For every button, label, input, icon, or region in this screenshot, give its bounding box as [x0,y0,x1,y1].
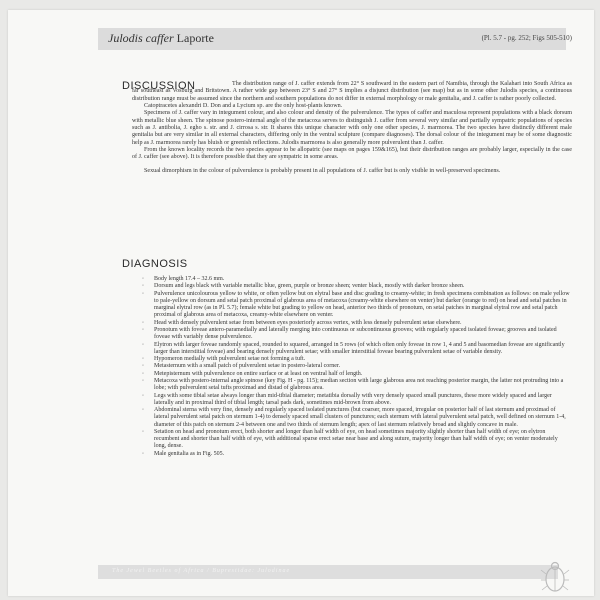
discussion-paragraph: The distribution range of J. caffer extends from 22° S southward in the eastern part of Namibia, through the Kalahari into South Africa as far southeast as Vosburg and Britstown. A rather wide gap between 23° S and 27° S implies a disjunct distribution (see map) but as in some other Julodis species, a continuous distribution range must be assumed since the northern and southern populations do not differ in external morphology or male genitalia, and J. caffer is rather poorly collected. [132,81,572,102]
diagnosis-item: ◦ Body length 17.4 – 32.6 mm. [140,276,570,283]
diagnosis-item: ◦ Dorsum and legs black with variable metallic blue, green, purple or bronze sheen; venter black, mostly with darker bronze sheen. [140,283,570,290]
discussion-paragraph: Specimens of J. caffer vary in integument colour, and also colour and density of the pulverulence. The types of caffer and maculosa represent populations with a black dorsum with metallic blue sheen. The spinose postero-internal angle of the metacoxa serves to distinguish J. caffer from several very similar and partially sympatric populations of species such as J. antibolia, J. egho s. str. and J. cirrosa s. str. It shares this unique character with only one other species, J. marmorea. The two species have distinctly different male genitalia but are very similar in all external characters, differing only in the ventral sculpture (compare diagnoses). The dorsal colour of the integument may be of some diagnostic help as J. marmorea rarely has bluish or greenish reflections. Julodis marmorea is also generally more pulverulent than J. caffer. [132,110,572,146]
discussion-body [132,81,572,175]
beetle-emblem-icon [540,560,570,599]
discussion-paragraph: Sexual dimorphism in the colour of pulverulence is probably present in all populations of J. caffer but is only visible in well-preserved specimens. [144,167,501,174]
species-author: Laporte [176,31,214,45]
diagnosis-item: ◦ Metacoxa with postero-internal angle spinose (key Fig. H - pg. 115); median section with large glabrous area not reaching posterior margin, the latter not protruding into a lobe; with pulverulent setal tufts proximad and distad of glabrous area. [140,378,570,393]
diagnosis-item: ◦ Pronotum with foveae antero-paramedially and laterally merging into continuous or subcontinuous grooves; with regularly spaced isolated foveae; grooves and isolated foveae with variably dense pulverulence. [140,327,570,342]
diagnosis-item: ◦ Abdominal sterna with very fine, densely and regularly spaced isolated punctures (but coarser, more spaced, irregular on posterior half of last sternum and proximad of lateral pulverulent setal patch on sternum 1-4) to densely spaced small clusters of punctures; each sternum with lateral pulverulent setal patch, well defined on sternum 1-4, diameter of this patch on sternum 2-4 between one and two thirds of sternum length; apex of last sternum relatively broad and slightly concave in male. [140,407,570,429]
diagnosis-item: ◦ Head with densely pulverulent setae from between eyes posteriorly across vertex, with less densely pulverulent setae elsewhere. [140,320,570,327]
discussion-paragraph: Catoptracetes alexandri D. Don and a Lycium sp. are the only host-plants known. [144,103,343,110]
diagnosis-heading: DIAGNOSIS [122,258,188,270]
plate-reference: (Pl. 5.7 - pg. 252; Figs 505-510) [481,34,572,42]
diagnosis-item: ◦ Metasternum with a small patch of pulverulent setae in postero-lateral corner. [140,363,570,370]
species-title [108,31,214,46]
diagnosis-item: ◦ Hypomeron medially with pulverulent setae not forming a tuft. [140,356,570,363]
discussion-paragraph: From the known locality records the two species appear to be allopatric (see maps on pages 159&165), but their distribution ranges are probably larger, especially in the case of J. caffer (see above). It is therefore possible that they are sympatric in some areas. [132,147,572,161]
diagnosis-item: ◦ Setation on head and pronotum erect, both shorter and longer than half width of eye, on head sometimes majority slightly shorter than half width of eye; on elytron recumbent and shorter than half width of eye, with additional sparse erect setae near base and along suture, majority longer than half width of eye; on venter moderately long, dense. [140,429,570,451]
diagnosis-item: ◦ Male genitalia as in Fig. 505. [140,451,570,458]
diagnosis-item: ◦ Legs with some tibial setae always longer than mid-tibial diameter; metatibia dorsally with very densely spaced small punctures, these more widely spaced and larger laterally and in proximal third of tibial length; tarsal pads dark, sometimes mid-brown from above. [140,393,570,408]
footer-title: The Jewel Beetles of Africa / Buprestidae: Julodinae [112,568,291,574]
discussion-heading: DISCUSSION [122,80,196,92]
diagnosis-item: ◦ Elytron with larger foveae randomly spaced, rounded to squared, arranged in 5 rows (of which often only foveae in row 1, 4 and 5 and basomedian foveae are significantly larger than interstitial foveae) and bearing densely pulverulent setae; with smaller interstitial foveae bearing pulverulent setae of variable density. [140,342,570,357]
diagnosis-item: ◦ Metepisternum with pulverulence on entire surface or at least on ventral half of length. [140,371,570,378]
diagnosis-list [140,276,570,458]
species-name: Julodis caffer [108,31,174,45]
diagnosis-item: ◦ Pulverulence unicolourous yellow to white, or often yellow but on elytral base and disc grading to creamy-white; in fresh specimens combination as follows: on male yellow to pale-yellow on dorsum and setal patch proximal of glabrous area of metacoxa (creamy-white elsewhere on venter) but darker (orange to red) on head and setal patches in marginal elytral row (as in Pl. 5.7); female white but grading to yellow on head, anterior two thirds of pronotum, on setal patches in marginal elytral row and setal patch proximal of glabrous area of metacoxa, creamy-white elsewhere on venter. [140,291,570,320]
